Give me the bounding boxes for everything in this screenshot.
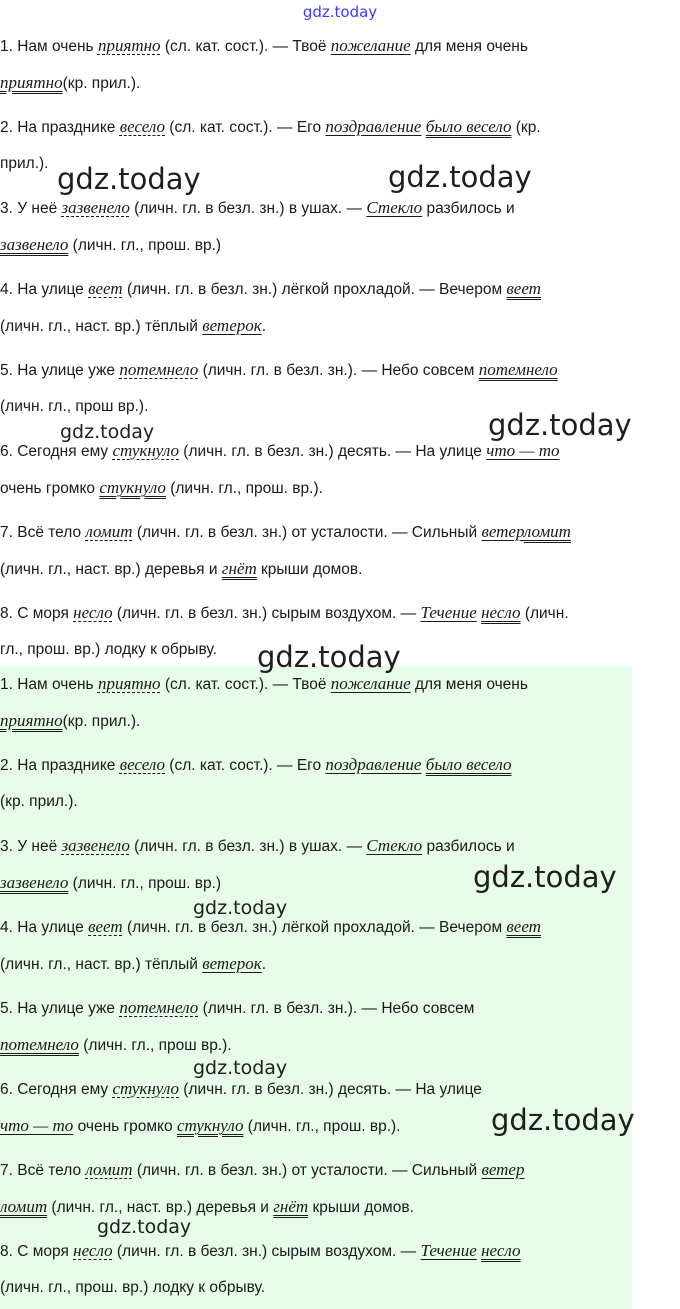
text-line	[0, 1152, 524, 1189]
underlined-word: стукнуло	[112, 1079, 179, 1098]
text-line	[0, 828, 515, 865]
text-segment: 4. На улице	[0, 919, 89, 936]
text-segment: (сл. кат. сост.). — Его	[165, 119, 326, 136]
text-segment: гл., прош. вр.) лодку к обрыву.	[0, 641, 217, 658]
text-segment: (личн. гл., наст. вр.) деревья и	[47, 1199, 274, 1216]
predicate-word: зазвенело	[0, 235, 69, 254]
text-line	[0, 308, 541, 345]
text-segment: (кр. прил.).	[62, 713, 141, 730]
text-segment: .	[261, 318, 267, 335]
text-segment: 1. Нам очень	[0, 676, 98, 693]
subject-word: что — то	[0, 1116, 74, 1135]
predicate-word: зазвенело	[0, 873, 69, 892]
text-segment: 3. У неё	[0, 838, 62, 855]
subject-word: поздравление	[325, 755, 422, 774]
text-line	[0, 65, 528, 102]
text-segment: 8. С моря	[0, 605, 74, 622]
text-segment: (личн. гл. в безл. зн.) в ушах. —	[129, 200, 367, 217]
text-segment: (личн. гл., наст. вр.) деревья и	[0, 561, 222, 578]
predicate-word: потемнело	[0, 1035, 79, 1054]
text-segment: 1. Нам очень	[0, 38, 98, 55]
text-segment: (личн. гл., наст. вр.) тёплый	[0, 318, 203, 335]
watermark: gdz.today	[193, 897, 288, 919]
text-segment: крыши домов.	[308, 1199, 414, 1216]
text-segment: (кр. прил.).	[0, 793, 78, 810]
predicate-word: гнёт	[273, 1197, 309, 1216]
watermark: gdz.today	[473, 860, 617, 894]
predicate-word: веет	[506, 279, 541, 298]
text-segment: (личн. гл. в безл. зн.). — Небо совсем	[198, 1000, 475, 1017]
text-segment: разбилось и	[422, 838, 515, 855]
text-line	[0, 227, 515, 264]
text-line	[0, 946, 541, 983]
text-segment: (кр. прил.).	[62, 75, 141, 92]
predicate-word: потемнело	[478, 360, 558, 379]
predicate-word: несло	[481, 1241, 521, 1260]
predicate-word: ломит	[0, 1197, 48, 1216]
sentence-pair	[0, 190, 515, 264]
text-line	[0, 551, 571, 588]
underlined-word: веет	[88, 279, 123, 298]
subject-word: ветерок	[202, 316, 262, 335]
underlined-word: потемнело	[119, 360, 199, 379]
subject-word: что — то	[486, 441, 560, 460]
text-line	[0, 595, 569, 632]
text-segment: (личн. гл. в безл. зн.) сырым воздухом. —	[112, 605, 421, 622]
underlined-word: зазвенело	[61, 836, 130, 855]
text-segment: (личн. гл., прош. вр.)	[68, 237, 222, 254]
text-segment: (личн. гл., прош вр.).	[78, 1037, 232, 1054]
sentence-pair	[0, 1152, 524, 1226]
text-segment: (личн. гл. в безл. зн.) десять. — На улице	[179, 1081, 482, 1098]
predicate-word: стукнуло	[176, 1116, 244, 1135]
predicate-word: стукнуло	[99, 478, 166, 497]
text-segment: .	[261, 956, 267, 973]
text-line	[0, 1270, 521, 1306]
underlined-word: потемнело	[119, 998, 199, 1017]
text-line	[0, 990, 474, 1027]
sentence-pair	[0, 28, 528, 102]
text-segment: (личн. гл., прош. вр.).	[243, 1118, 401, 1135]
underlined-word: ломит	[85, 1160, 133, 1179]
sentence-pair	[0, 352, 558, 425]
text-line	[0, 389, 558, 425]
watermark: gdz.today	[193, 1057, 288, 1079]
text-line	[0, 352, 558, 389]
underlined-word: весело	[119, 755, 165, 774]
text-segment: (личн. гл. в безл. зн.) в ушах. —	[129, 838, 367, 855]
text-segment: для меня очень	[410, 38, 528, 55]
text-segment: (личн. гл. в безл. зн.). — Небо совсем	[198, 362, 479, 379]
subject-word: поздравление	[325, 117, 422, 136]
predicate-word: веет	[506, 917, 541, 936]
text-segment: крыши домов.	[256, 561, 363, 578]
text-segment: (личн. гл. в безл. зн.) десять. — На улице	[179, 443, 487, 460]
watermark: gdz.today	[57, 162, 201, 196]
underlined-word: весело	[119, 117, 165, 136]
subject-word: Течение	[420, 603, 477, 622]
underlined-word: приятно	[97, 674, 161, 693]
sentence-pair	[0, 1071, 482, 1145]
text-segment: (личн. гл. в безл. зн.) от усталости. — Сильный	[132, 1162, 482, 1179]
sentence-pair	[0, 909, 541, 983]
predicate-word: приятно	[0, 711, 63, 730]
text-segment: (сл. кат. сост.). — Его	[165, 757, 326, 774]
text-segment: для меня очень	[410, 676, 528, 693]
predicate-word: гнёт	[221, 559, 257, 578]
text-segment: 4. На улице	[0, 281, 89, 298]
text-segment: прил.).	[0, 155, 49, 172]
sentence-pair	[0, 1233, 521, 1306]
text-segment: (личн. гл. в безл. зн.) лёгкой прохладой. — Вечером	[122, 919, 507, 936]
text-line	[0, 1189, 524, 1226]
underlined-word: веет	[88, 917, 123, 936]
predicate-word: несло	[481, 603, 521, 622]
text-segment: 2. На празднике	[0, 757, 120, 774]
text-segment: 2. На празднике	[0, 119, 120, 136]
sentence-pair	[0, 747, 511, 820]
subject-word: Стекло	[366, 198, 423, 217]
text-line	[0, 271, 541, 308]
watermark: gdz.today	[60, 421, 155, 443]
text-line	[0, 1108, 482, 1145]
predicate-word: ломит	[523, 522, 571, 541]
subject-word: Течение	[420, 1241, 477, 1260]
predicate-word: было весело	[425, 755, 512, 774]
subject-word: ветер	[481, 522, 524, 541]
watermark: gdz.today	[257, 640, 401, 674]
text-segment: 5. На улице уже	[0, 1000, 120, 1017]
text-segment: (личн. гл. в безл. зн.) сырым воздухом. —	[112, 1243, 421, 1260]
underlined-word: ломит	[85, 522, 133, 541]
text-segment: (личн. гл., прош. вр.).	[165, 480, 323, 497]
site-title[interactable]: gdz.today	[302, 3, 378, 21]
text-segment: (личн. гл. в безл. зн.) от усталости. — Сильный	[132, 524, 482, 541]
text-segment: (личн. гл., прош вр.).	[0, 398, 149, 415]
text-segment: 7. Всё тело	[0, 524, 86, 541]
text-line	[0, 784, 511, 820]
underlined-word: зазвенело	[61, 198, 130, 217]
text-segment: очень громко	[73, 1118, 177, 1135]
underlined-word: приятно	[97, 36, 161, 55]
predicate-word: было весело	[425, 117, 512, 136]
text-segment: 3. У неё	[0, 200, 62, 217]
text-line	[0, 470, 560, 507]
sentence-pair	[0, 990, 474, 1064]
watermark: gdz.today	[488, 408, 632, 442]
text-segment: (личн.	[520, 605, 569, 622]
text-line	[0, 28, 528, 65]
subject-word: ветер	[481, 1160, 525, 1179]
text-line	[0, 109, 541, 146]
text-segment: разбилось и	[422, 200, 515, 217]
text-segment: (личн. гл. в безл. зн.) лёгкой прохладой. — Вечером	[122, 281, 507, 298]
text-line	[0, 1233, 521, 1270]
watermark: gdz.today	[97, 1216, 192, 1238]
text-segment: 5. На улице уже	[0, 362, 120, 379]
sentence-pair	[0, 514, 571, 588]
text-segment: (сл. кат. сост.). — Твоё	[160, 676, 331, 693]
subject-word: пожелание	[330, 36, 411, 55]
subject-word: Стекло	[366, 836, 423, 855]
sentence-pair	[0, 271, 541, 345]
text-segment: 6. Сегодня ему	[0, 1081, 113, 1098]
text-line	[0, 514, 571, 551]
subject-word: ветерок	[202, 954, 262, 973]
text-line	[0, 703, 528, 740]
underlined-word: стукнуло	[112, 441, 179, 460]
text-segment: 8. С моря	[0, 1243, 74, 1260]
text-segment: очень громко	[0, 480, 100, 497]
watermark: gdz.today	[388, 160, 532, 194]
underlined-word: несло	[73, 1241, 113, 1260]
text-segment: (личн. гл., прош. вр.)	[68, 875, 222, 892]
sentence-pair	[0, 666, 528, 740]
text-segment: 7. Всё тело	[0, 1162, 86, 1179]
text-segment: (кр.	[511, 119, 541, 136]
text-segment: (личн. гл., прош. вр.) лодку к обрыву.	[0, 1279, 265, 1296]
text-segment: 6. Сегодня ему	[0, 443, 113, 460]
sentence-pair	[0, 828, 515, 902]
text-line	[0, 747, 511, 784]
subject-word: пожелание	[330, 674, 411, 693]
underlined-word: несло	[73, 603, 113, 622]
watermark: gdz.today	[491, 1103, 635, 1137]
text-segment: (сл. кат. сост.). — Твоё	[160, 38, 331, 55]
sentence-pair	[0, 433, 560, 507]
predicate-word: приятно	[0, 73, 63, 92]
text-segment: (личн. гл., наст. вр.) тёплый	[0, 956, 203, 973]
